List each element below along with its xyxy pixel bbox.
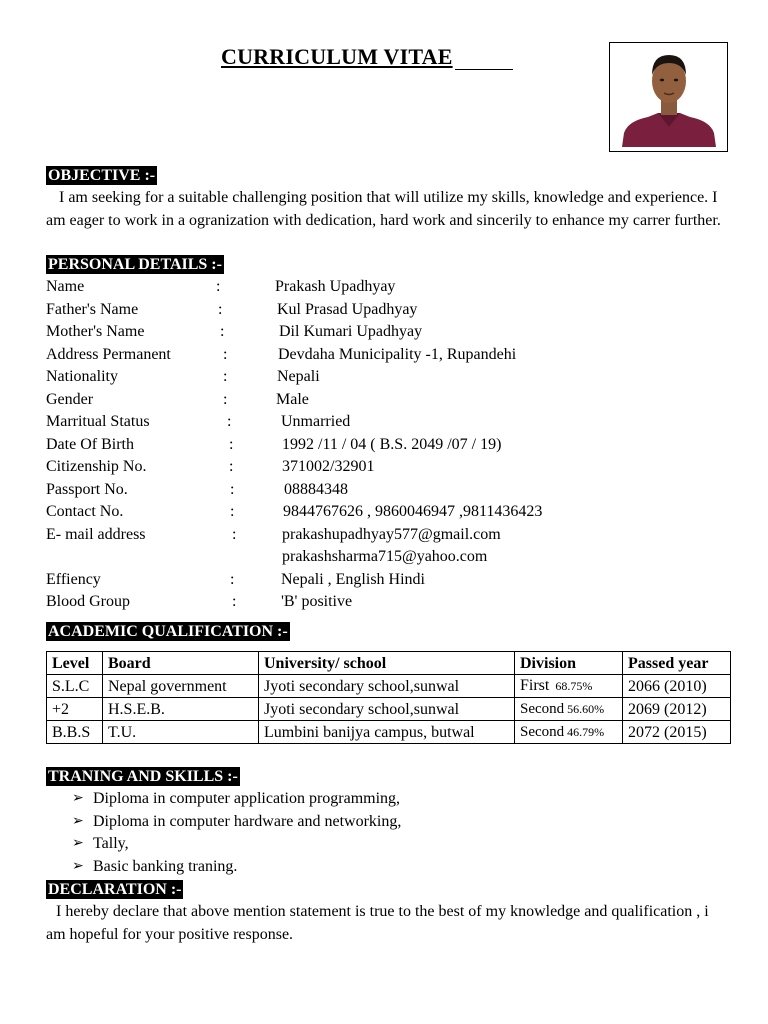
division-name: Second (520, 701, 565, 717)
cell-level: B.B.S (47, 721, 103, 744)
declaration-text: I hereby declare that above mention statement is true to the best of my knowledge and qualification , i am hopeful for your positive response. (46, 903, 709, 943)
division-name: First (520, 677, 550, 694)
detail-value: Kul Prasad Upadhyay (277, 300, 418, 318)
detail-value: prakashupadhyay577@gmail.com (282, 525, 501, 543)
cv-title: CURRICULUM VITAE (221, 44, 513, 70)
detail-value: 'B' positive (281, 593, 353, 610)
column-header-year: Passed year (623, 652, 731, 675)
declaration-heading: DECLARATION :- (48, 881, 182, 898)
objective-text: I am seeking for a suitable challenging position that will utilize my skills, knowledge and experience. I am eager to work in a ogranization with dedication, hard work and sincerily to enhance my carrer further. (46, 189, 721, 229)
cell-year: 2072 (2015) (623, 721, 731, 744)
table-row (47, 698, 731, 721)
division-percent: 68.75% (555, 679, 593, 693)
detail-separator: : (230, 570, 235, 588)
detail-value: 1992 /11 / 04 ( B.S. 2049 /07 / 19) (282, 435, 502, 453)
detail-label: Address Permanent (46, 345, 171, 363)
detail-label: Contact No. (46, 503, 124, 520)
detail-label: Marritual Status (46, 413, 150, 430)
detail-separator: : (232, 593, 237, 610)
cell-year: 2069 (2012) (623, 698, 731, 721)
cell-board: T.U. (103, 721, 259, 744)
cell-school: Jyoti secondary school,sunwal (259, 675, 515, 698)
detail-label: Passport No. (46, 480, 128, 498)
column-header-board: Board (103, 652, 259, 675)
cell-level: S.L.C (47, 675, 103, 698)
skill-text: Tally, (93, 835, 129, 852)
detail-separator: : (227, 413, 232, 430)
detail-value: 9844767626 , 9860046947 ,9811436423 (283, 503, 543, 520)
division-percent: 56.60% (567, 702, 605, 716)
list-item (72, 811, 401, 834)
detail-separator: : (229, 458, 234, 475)
table-row (47, 675, 731, 698)
detail-label: Effiency (46, 570, 101, 588)
detail-value: Dil Kumari Upadhyay (279, 323, 423, 340)
detail-label: Date Of Birth (46, 435, 134, 453)
detail-label: E- mail address (46, 525, 146, 543)
detail-value: Nepali (277, 368, 320, 385)
skills-list (72, 788, 401, 878)
detail-label: Nationality (46, 368, 118, 385)
cell-year: 2066 (2010) (623, 675, 731, 698)
skill-text: Diploma in computer application programming, (93, 790, 401, 807)
cell-level: +2 (47, 698, 103, 721)
column-header-school: University/ school (259, 652, 515, 675)
arrow-bullet-icon: ➢ (72, 858, 84, 874)
skill-text: Diploma in computer hardware and networking, (93, 812, 402, 830)
detail-label: Name (46, 278, 85, 295)
detail-separator: : (232, 525, 237, 543)
list-item (72, 856, 401, 879)
detail-value: Unmarried (281, 413, 351, 430)
detail-separator: : (229, 435, 234, 453)
column-header-level: Level (47, 652, 103, 675)
list-item (72, 833, 401, 856)
detail-label: Mother's Name (46, 323, 145, 340)
skill-text: Basic banking traning. (93, 857, 238, 875)
detail-label: Citizenship No. (46, 458, 147, 475)
detail-separator: : (230, 503, 235, 520)
detail-label: Father's Name (46, 300, 139, 318)
cell-division (515, 675, 623, 698)
cell-division (515, 721, 623, 744)
detail-value: Male (276, 390, 309, 408)
cell-board: Nepal government (103, 675, 259, 698)
arrow-bullet-icon: ➢ (72, 791, 84, 806)
column-header-division: Division (515, 652, 623, 675)
division-percent: 46.79% (567, 725, 605, 739)
detail-value: 371002/32901 (282, 458, 375, 475)
detail-separator: : (223, 368, 228, 385)
profile-photo (609, 42, 728, 152)
detail-label: Gender (46, 390, 94, 408)
table-row (47, 721, 731, 744)
division-name: Second (520, 724, 565, 740)
detail-value: prakashsharma715@yahoo.com (282, 548, 488, 565)
detail-value: Devdaha Municipality -1, Rupandehi (278, 345, 517, 363)
detail-separator: : (216, 278, 221, 295)
cell-school: Lumbini banijya campus, butwal (259, 721, 515, 744)
detail-separator: : (223, 345, 228, 363)
list-item (72, 788, 401, 811)
table-header-row (47, 652, 731, 675)
detail-separator: : (223, 390, 228, 408)
detail-separator: : (230, 480, 235, 498)
academic-heading: ACADEMIC QUALIFICATION :- (48, 623, 288, 640)
cell-board: H.S.E.B. (103, 698, 259, 721)
cell-division (515, 698, 623, 721)
detail-label: Blood Group (46, 593, 130, 610)
detail-value: 08884348 (284, 480, 348, 498)
personal-details-heading: PERSONAL DETAILS :- (48, 256, 222, 273)
arrow-bullet-icon: ➢ (72, 836, 84, 851)
detail-separator: : (220, 323, 225, 340)
cell-school: Jyoti secondary school,sunwal (259, 698, 515, 721)
academic-table (46, 651, 731, 744)
skills-heading: TRANING AND SKILLS :- (48, 768, 238, 785)
objective-heading: OBJECTIVE :- (48, 167, 156, 184)
detail-value: Nepali , English Hindi (281, 570, 425, 588)
detail-value: Prakash Upadhyay (275, 278, 396, 295)
arrow-bullet-icon: ➢ (72, 813, 84, 829)
person-photo-icon (618, 47, 720, 147)
detail-separator: : (218, 300, 223, 318)
